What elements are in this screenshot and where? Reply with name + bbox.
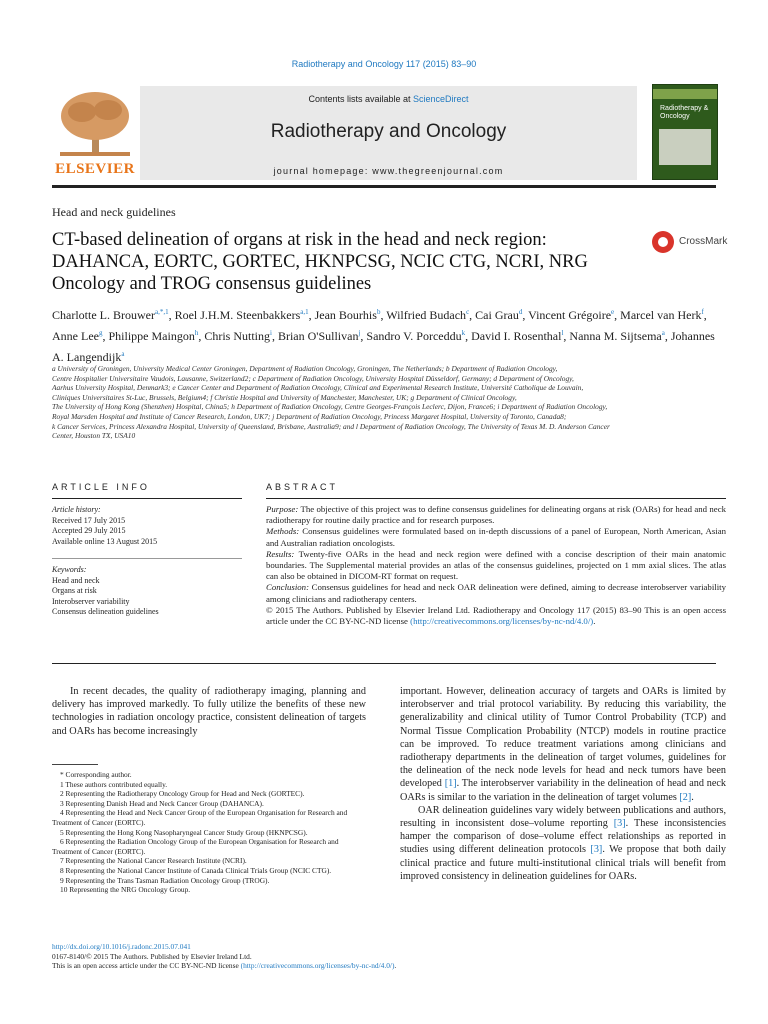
author-affiliation-marker[interactable]: l bbox=[561, 329, 564, 337]
cover-image bbox=[659, 129, 711, 165]
info-rule bbox=[52, 498, 242, 499]
body-text: . We propose that both daily clinical practice and future multi-institutional clinical trials will benefit from improved consistency in delineation guidelines for OARs. bbox=[400, 844, 726, 882]
keywords bbox=[52, 565, 242, 618]
abstract-methods bbox=[266, 526, 726, 548]
abstract-purpose bbox=[266, 504, 726, 526]
author-name[interactable]: Sandro V. Porceddu bbox=[366, 329, 462, 343]
abstract-copyright bbox=[266, 605, 726, 627]
header-rule bbox=[52, 185, 716, 188]
author-name[interactable]: Brian O'Sullivan bbox=[277, 329, 359, 343]
author-affiliation-marker[interactable]: j bbox=[358, 329, 361, 337]
affiliation-line: k Cancer Services, Princess Alexandra Hospital, University of Queensland, Brisbane, Australia9; and l Department of Radiation Oncology, The University of Texas M. D. Anderson Cancer bbox=[52, 421, 610, 431]
author-affiliation-marker[interactable]: g bbox=[98, 329, 103, 337]
author-name[interactable]: Wilfried Budach bbox=[386, 308, 467, 322]
paper-title: CT-based delineation of organs at risk in the head and neck region: DAHANCA, EORTC, GORTEC, HKNPCSG, NCIC CTG, NCRI, NRG Oncology and TROG consensus guidelines bbox=[52, 230, 588, 294]
keywords-label: Keywords: bbox=[52, 565, 87, 574]
affiliation-line: Centre Hospitalier Universitaire Vaudois, Lausanne, Switzerland2; c Department of Radiation Oncology, University Hospital Düsseldorf, Germany; d Department of Oncology, bbox=[52, 373, 574, 383]
author-name[interactable]: Charlotte L. Brouwer bbox=[52, 308, 155, 322]
abstract-rule bbox=[266, 498, 726, 499]
affiliation-line: Aarhus University Hospital, Denmark3; e Cancer Center and Department of Radiation Oncology, Clinical and Experimental Research Institute, Université Catholique de Louvain, bbox=[52, 383, 584, 393]
sciencedirect-link[interactable]: ScienceDirect bbox=[413, 94, 469, 104]
reference-link[interactable]: [2] bbox=[679, 791, 692, 803]
footnote-rule bbox=[52, 764, 98, 765]
accepted-date: Accepted 29 July 2015 bbox=[52, 526, 126, 535]
author-name[interactable]: Cai Grau bbox=[475, 308, 519, 322]
body-text: . These inconsistencies hamper the comparison of dose–volume effect relationships as reported in studies using different delineation protocols bbox=[400, 818, 726, 856]
reference-link[interactable]: [3] bbox=[590, 844, 603, 856]
author-name[interactable]: Philippe Maingon bbox=[108, 329, 195, 343]
body-left-column bbox=[52, 685, 366, 738]
crossmark-label: CrossMark bbox=[679, 236, 728, 247]
contents-line bbox=[140, 94, 637, 104]
results-text: Twenty-five OARs in the head and neck region were defined with a concise description of their main anatomic boundaries. The Supplemental material provides an atlas of the consensus guidelines, projected on 1 mm axial slices. The atlas can also be obtained in DICOM-RT format on request. bbox=[266, 548, 726, 582]
footnote: 10 Representing the NRG Oncology Group. bbox=[60, 885, 191, 895]
author-name[interactable]: Roel J.H.M. Steenbakkers bbox=[174, 308, 301, 322]
affiliation-line: Cliniques Universitaires St-Luc, Brussels, Belgium4; f Christie Hospital and University of Manchester, Manchester, UK; g Department of Clinical Oncology, bbox=[52, 392, 517, 402]
abstract-bottom-rule bbox=[52, 663, 716, 664]
online-date: Available online 13 August 2015 bbox=[52, 536, 158, 546]
doi-link[interactable]: http://dx.doi.org/10.1016/j.radonc.2015.07.041 bbox=[52, 942, 191, 951]
contents-prefix: Contents lists available at bbox=[308, 94, 414, 104]
conclusion-label: Conclusion: bbox=[266, 582, 310, 593]
body-paragraph bbox=[400, 804, 726, 883]
issn-line: 0167-8140/© 2015 The Authors. Published by Elsevier Ireland Ltd. bbox=[52, 951, 252, 961]
footnote: * Corresponding author. bbox=[60, 770, 132, 779]
results-label: Results: bbox=[266, 548, 295, 559]
author-name[interactable]: Anne Lee bbox=[52, 329, 99, 343]
history-label: Article history: bbox=[52, 505, 101, 514]
footnote: 8 Representing the National Cancer Institute of Canada Clinical Trials Group (NCIC CTG). bbox=[60, 865, 332, 875]
keyword: Organs at risk bbox=[52, 586, 97, 595]
author-affiliation-marker[interactable]: h bbox=[194, 329, 199, 337]
body-text: OAR delineation guidelines vary widely between publications and authors, resulting in inconsistent dose–volume reporting bbox=[400, 804, 726, 830]
footnote: 4 Representing the Head and Neck Cancer Group of the European Organisation for Research and Treatment of Cancer (EORTC). bbox=[52, 808, 348, 827]
conclusion-text: Consensus guidelines for head and neck OAR delineation were defined, aiming to decrease interobserver variability among clinicians and radiotherapy centers. bbox=[266, 582, 726, 604]
article-info-heading: ARTICLE INFO bbox=[52, 482, 150, 492]
author-name[interactable]: Jean Bourhis bbox=[314, 308, 377, 322]
license-line bbox=[52, 961, 724, 971]
license-prefix: This is an open access article under the CC BY-NC-ND license bbox=[52, 961, 241, 971]
keyword: Interobserver variability bbox=[52, 596, 130, 606]
author-affiliation-marker[interactable]: d bbox=[518, 308, 523, 316]
author-affiliation-marker[interactable]: a bbox=[121, 350, 125, 358]
publisher-name: ELSEVIER bbox=[55, 161, 135, 177]
affiliation-line: a University of Groningen, University Medical Center Groningen, Department of Radiation Oncology, Groningen, The Netherlands; b Department of Radiation Oncology, bbox=[52, 364, 558, 373]
license-end: . bbox=[593, 616, 596, 627]
affiliation-line: The University of Hong Kong (Shenzhen) Hospital, China5; h Department of Radiation Oncology, Centre Georges-François Leclerc, Dijon, France6; i Department of Radiation Oncology, bbox=[52, 402, 608, 412]
cover-title: Radiotherapy & Oncology bbox=[660, 105, 709, 120]
body-paragraph: In recent decades, the quality of radiotherapy imaging, planning and delivery has improved markedly. To fully utilize the benefits of these new technologies in radiation oncology practice, consistent delineation of targets and OARs has become increasingly bbox=[52, 686, 366, 737]
article-history bbox=[52, 505, 242, 547]
affiliation-line: Center, Houston TX, USA10 bbox=[52, 431, 136, 441]
body-paragraph bbox=[400, 685, 726, 804]
purpose-label: Purpose: bbox=[266, 504, 299, 514]
author-name[interactable]: David I. Rosenthal bbox=[471, 329, 562, 343]
keyword: Consensus delineation guidelines bbox=[52, 607, 159, 616]
info-divider bbox=[52, 558, 242, 559]
author-affiliation-marker[interactable]: c bbox=[466, 308, 470, 316]
body-text: . bbox=[691, 791, 694, 803]
footnotes bbox=[52, 770, 366, 895]
author-affiliation-marker[interactable]: a,1 bbox=[300, 308, 309, 316]
body-right-column bbox=[400, 685, 726, 883]
methods-text: Consensus guidelines were formulated based on in-depth discussions of a panel of European, North American, Asian and Australian radiation oncologists. bbox=[266, 526, 726, 548]
crossmark-icon bbox=[652, 231, 674, 253]
abstract-results bbox=[266, 549, 726, 583]
author-name[interactable]: Vincent Grégoire bbox=[528, 308, 612, 322]
footnote: 7 Representing the National Cancer Research Institute (NCRI). bbox=[60, 856, 247, 866]
cover-stripe bbox=[653, 89, 717, 99]
author-affiliation-marker[interactable]: b bbox=[376, 308, 381, 316]
author-name[interactable]: Chris Nutting bbox=[204, 329, 270, 343]
author-affiliation-marker[interactable]: i bbox=[270, 329, 272, 337]
author-name[interactable]: Johannes A. Langendijk bbox=[52, 329, 715, 364]
license-link[interactable]: (http://creativecommons.org/licenses/by-nc-nd/4.0/) bbox=[410, 616, 594, 627]
keyword: Head and neck bbox=[52, 575, 100, 585]
license-end: . bbox=[394, 961, 397, 971]
purpose-text: The objective of this project was to define consensus guidelines for delineating organs at risk (OARs) for head and neck radiotherapy for routine daily practice and for research purposes. bbox=[266, 504, 727, 526]
author-affiliation-marker[interactable]: k bbox=[461, 329, 466, 337]
crossmark-badge[interactable] bbox=[652, 231, 726, 257]
author-name[interactable]: Nanna M. Sijtsema bbox=[569, 329, 662, 343]
author-affiliation-marker[interactable]: e bbox=[611, 308, 615, 316]
methods-label: Methods: bbox=[266, 526, 300, 537]
abstract-heading: ABSTRACT bbox=[266, 482, 339, 492]
body-text: important. However, delineation accuracy of targets and OARs is limited by interobserver and trial protocol variability. By reducing this variability, the generalizability and clinical utility of Tumor Control Probability (TCP) and Normal Tissue Complication Probability (NTCP) models in routine practice can be improved. To reduce treatment variations among clinicians and radiotherapy departments in the delineation of target volumes, guidelines for the delineation of the neck node levels for head and neck tumors have been developed bbox=[400, 686, 726, 790]
journal-cover[interactable] bbox=[652, 84, 718, 180]
affiliations bbox=[52, 364, 724, 441]
bottom-info bbox=[52, 942, 724, 971]
author-affiliation-marker[interactable]: a bbox=[661, 329, 665, 337]
footnote: 1 These authors contributed equally. bbox=[60, 779, 168, 789]
footnote: 6 Representing the Radiation Oncology Group of the European Organisation for Research and Treatment of Cancer (EORTC). bbox=[52, 837, 339, 856]
journal-header bbox=[140, 86, 637, 180]
body-text: . The interobserver variability in the delineation of head and neck OARs is similar to the variation in the delineation of target volumes bbox=[400, 778, 726, 803]
section-label: Head and neck guidelines bbox=[52, 205, 176, 219]
author-list: Charlotte L. Brouwer$^{a,*,1}$, Roel J.H.M. Steenbakkers$^{a,1}$, Jean Bourhis$^b$, Wilfried Budach$^c$, Cai Grau$^d$, Vincent Grégoire$^e$, Marcel van Herk$^f$, Anne Lee$^g$, Philippe Maingon$^h$, Chris Nutting$^i$, Brian O'Sullivan$^j$, Sandro V. Porceddu$^k$, David I. Rosenthal$^l$, Nanna M. Sijtsema$^a$, Johannes A. Langendijk$^a$ bbox=[52, 308, 715, 364]
abstract-body bbox=[266, 504, 726, 627]
reference-link[interactable]: [1] bbox=[444, 778, 457, 790]
footnote: 5 Representing the Hong Kong Nasopharyngeal Cancer Study Group (HKNPCSG). bbox=[60, 827, 308, 837]
footnote: 2 Representing the Radiotherapy Oncology Group for Head and Neck (GORTEC). bbox=[60, 789, 305, 799]
tree-icon bbox=[52, 86, 138, 162]
affiliation-line: Royal Marsden Hospital and Institute of Cancer Research, London, UK7; j Department of Radiation Oncology, Princess Margaret Hospital, University of Toronto, Canada8; bbox=[52, 411, 567, 421]
bottom-license-link[interactable]: (http://creativecommons.org/licenses/by-nc-nd/4.0/) bbox=[240, 961, 395, 971]
author-name[interactable]: Marcel van Herk bbox=[620, 308, 702, 322]
author-affiliation-marker[interactable]: f bbox=[701, 308, 704, 316]
reference-link[interactable]: [3] bbox=[613, 818, 626, 830]
author-affiliation-marker[interactable]: a,*,1 bbox=[154, 308, 169, 316]
journal-citation[interactable]: Radiotherapy and Oncology 117 (2015) 83–90 bbox=[291, 59, 477, 69]
elsevier-logo bbox=[52, 86, 138, 180]
copyright-text: © 2015 The Authors. Published by Elsevier Ireland Ltd. Radiotherapy and Oncology 117 (2015) 83–90 This is an open access article under the CC BY-NC-ND license bbox=[266, 604, 726, 627]
footnote: 9 Representing the Trans Tasman Radiation Oncology Group (TROG). bbox=[60, 875, 270, 885]
received-date: Received 17 July 2015 bbox=[52, 515, 126, 525]
journal-homepage[interactable]: journal homepage: www.thegreenjournal.com bbox=[273, 166, 504, 176]
abstract-conclusion bbox=[266, 582, 726, 604]
footnote: 3 Representing Danish Head and Neck Cancer Group (DAHANCA). bbox=[60, 798, 264, 808]
journal-title: Radiotherapy and Oncology bbox=[270, 121, 507, 142]
